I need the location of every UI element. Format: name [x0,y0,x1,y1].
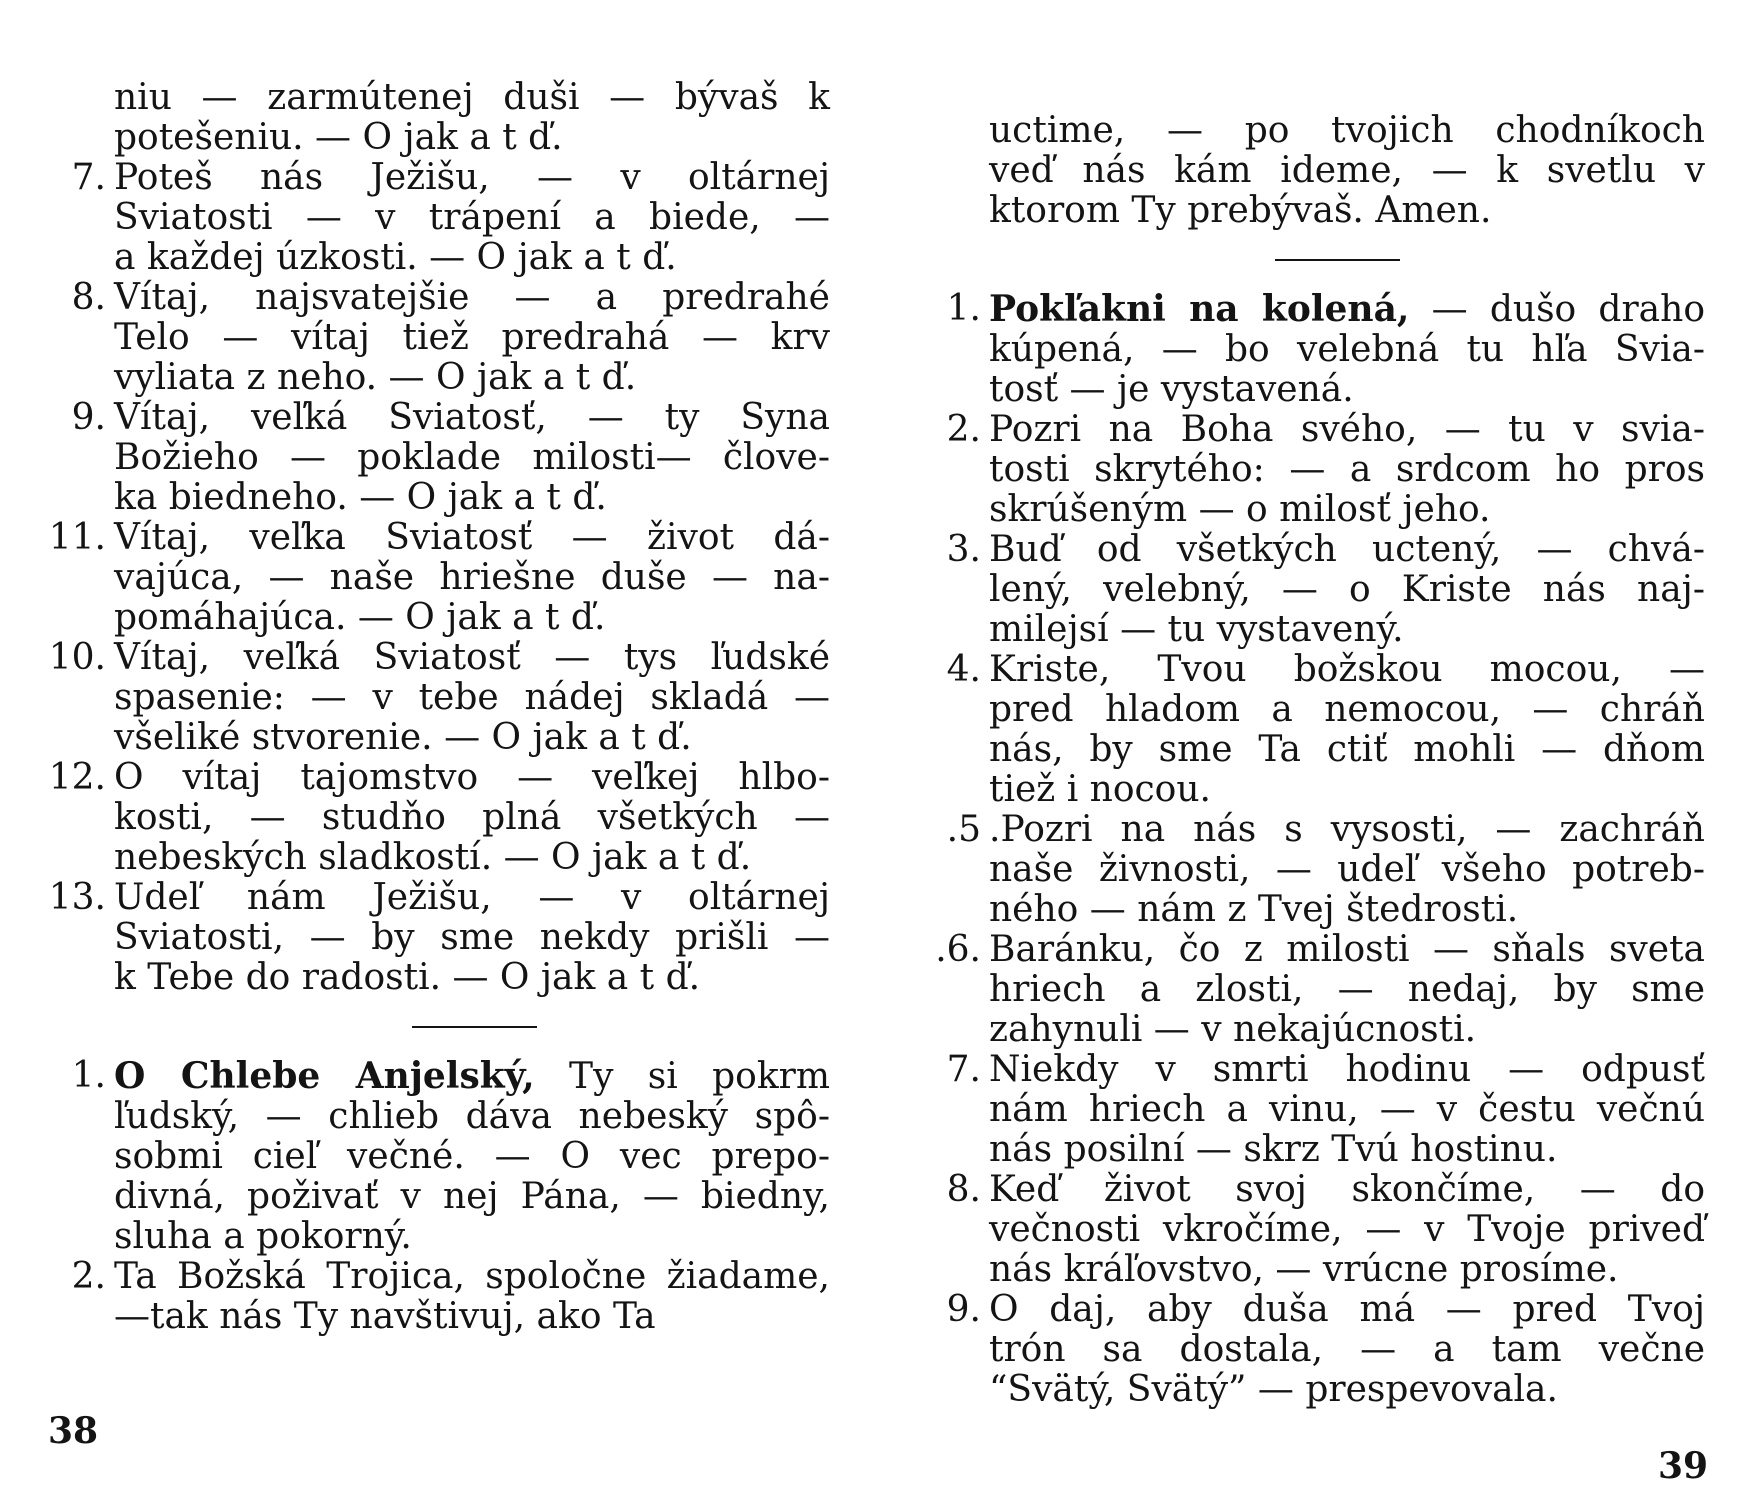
hymn-b [40,1056,830,1337]
hymn-c [915,289,1705,1410]
verse [40,878,830,998]
verse-line: nás, by sme Ta ctiť mohli — dňom [989,729,1705,770]
verse-line: niu — zarmútenej duši — bývaš k [114,77,830,118]
verse-number: 9. [946,1289,981,1330]
verse-line: všeliké stvorenie. — O jak a t ď. [114,717,692,758]
verse-line: Pokľakni na kolená, — dušo draho [989,288,1705,330]
verse-line: O Chlebe Anjelský, Ty si pokrm [114,1055,830,1097]
verse-line: O daj, aby duša má — pred Tvoj [989,1289,1705,1330]
verse-line: divná, poživať v nej Pána, — biedny, [114,1176,830,1217]
verse-line: ka biedneho. — O jak a t ď. [114,477,607,518]
verse-line: “Svätý, Svätý” — prespevovala. [989,1369,1558,1410]
verse-line: pomáhajúca. — O jak a t ď. [114,597,606,638]
verse-line: Baránku, čo z milosti — sňals sveta [989,929,1705,970]
verse-line: potešeniu. — O jak a t ď. [114,117,563,158]
verse-number: 8. [946,1169,981,1210]
verse [915,810,1705,930]
verse-line: nebeských sladkostí. — O jak a t ď. [114,837,752,878]
verse-line: pred hladom a nemocou, — chráň [989,689,1705,730]
verse-line: tosti skrytého: — a srdcom ho pros [989,449,1705,490]
verse-line: Poteš nás Ježišu, — v oltárnej [114,157,830,198]
verse-line: Vítaj, veľka Sviatosť — život dá- [114,517,830,558]
verse [915,650,1705,810]
verse-incipit: O Chlebe Anjelský, [114,1055,535,1097]
verse-line: vajúca, — naše hriešne duše — na- [114,557,830,598]
verse-line: Vítaj, veľká Sviatosť, — ty Syna [114,397,830,438]
verse [40,518,830,638]
verse-number: 9. [71,397,106,438]
verse-line: hriech a zlosti, — nedaj, by sme [989,969,1705,1010]
verse-line: nás posilní — skrz Tvú hostinu. [989,1129,1558,1170]
verse-line: ktorom Ty prebývaš. Amen. [989,190,1492,231]
verse-line: Kriste, Tvou božskou mocou, — [989,649,1705,690]
verse-number: .5 [946,809,981,850]
verse-line: Sviatosti, — by sme nekdy prišli — [114,917,830,958]
verse [915,289,1705,410]
hymn-b-continuation [915,111,1705,231]
verse-line: veď nás kám ideme, — k svetlu v [989,150,1705,191]
verse-line: Udeľ nám Ježišu, — v oltárnej [114,877,830,918]
verse-line: zahynuli — v nekajúcnosti. [989,1009,1477,1050]
verse-line: Božieho — poklade milosti— člove- [114,437,830,478]
verse-line: Pozri na Boha svého, — tu v svia- [989,409,1705,450]
verse-number: 2. [946,409,981,450]
verse-number: 1. [946,288,981,329]
verse-number: 10. [48,637,106,678]
verse-line: nás kráľovstvo, — vrúcne prosíme. [989,1249,1619,1290]
verse-line: .Pozri na nás s vysosti, — zachráň [989,809,1705,850]
verse-number: 4. [946,649,981,690]
verse-number: .6. [935,929,981,970]
verse-line: milejsí — tu vystavený. [989,609,1404,650]
verse-line: kúpená, — bo velebná tu hľa Svia- [989,329,1705,370]
verse-line: nám hriech a vinu, — v čestu večnú [989,1089,1705,1130]
verse-line: spasenie: — v tebe nádej skladá — [114,677,830,718]
verse-line: Ta Božská Trojica, spoločne žiadame, [114,1256,830,1297]
right-page [870,0,1742,1500]
verse-number: 7. [946,1049,981,1090]
verse [915,930,1705,1050]
verse-line: kosti, — studňo plná všetkých — [114,797,830,838]
verse-line: O vítaj tajomstvo — veľkej hlbo- [114,757,830,798]
verse [40,398,830,518]
verse-line: —tak nás Ty navštivuj, ako Ta [114,1296,656,1337]
verse-number: 7. [71,157,106,198]
verse [40,1056,830,1257]
verse-line: sobmi cieľ večné. — O vec prepo- [114,1136,830,1177]
verse-line: Vítaj, veľká Sviatosť — tys ľudské [114,637,830,678]
right-column [915,111,1705,1410]
verse [915,410,1705,530]
verse-number: 8. [71,277,106,318]
hymn-a-continuation [40,78,830,998]
verse-line: Sviatosti — v trápení a biede, — [114,197,830,238]
verse [915,1170,1705,1290]
verse-number: 3. [946,529,981,570]
left-column [40,78,830,1337]
verse-line: a každej úzkosti. — O jak a t ď. [114,237,677,278]
verse-line: tosť — je vystavená. [989,369,1354,410]
verse-line: lený, velebný, — o Kriste nás naj- [989,569,1705,610]
verse-line: tiež i nocou. [989,769,1211,810]
verse-line: sluha a pokorný. [114,1216,412,1257]
verse-line: vyliata z neho. — O jak a t ď. [114,357,637,398]
verse [40,758,830,878]
verse-line: uctime, — po tvojich chodníkoch [989,110,1705,151]
verse-number: 1. [71,1055,106,1096]
verse [40,78,830,158]
verse-line: Niekdy v smrti hodinu — odpusť [989,1049,1705,1090]
verse-number: 12. [48,757,106,798]
verse-line: Keď život svoj skončíme, — do [989,1169,1705,1210]
verse-line: Vítaj, najsvatejšie — a predrahé [114,277,830,318]
verse [40,158,830,278]
section-divider [1275,259,1400,261]
verse-line: Buď od všetkých uctený, — chvá- [989,529,1705,570]
verse-line: skrúšeným — o milosť jeho. [989,489,1491,530]
verse-number [40,78,114,158]
verse-line: ného — nám z Tvej štedrosti. [989,889,1519,930]
verse-number: 11. [48,517,106,558]
verse-line: Telo — vítaj tiež predrahá — krv [114,317,830,358]
verse [915,1290,1705,1410]
verse-number: 13. [48,877,106,918]
verse-line: ľudský, — chlieb dáva nebeský spô- [114,1096,830,1137]
page-number-left: 38 [48,1410,99,1452]
verse [915,1050,1705,1170]
verse-incipit: Pokľakni na kolená, [989,288,1410,330]
verse-line: k Tebe do radosti. — O jak a t ď. [114,957,701,998]
page-number-right: 39 [1658,1445,1709,1487]
verse [40,638,830,758]
verse-line: trón sa dostala, — a tam večne [989,1329,1705,1370]
verse [40,278,830,398]
section-divider [412,1026,537,1028]
verse [915,530,1705,650]
verse [40,1257,830,1337]
verse-line: naše živnosti, — udeľ všeho potreb- [989,849,1705,890]
verse-line: večnosti vkročíme, — v Tvoje priveď [989,1209,1705,1250]
verse-number: 2. [71,1256,106,1297]
left-page [0,0,870,1500]
